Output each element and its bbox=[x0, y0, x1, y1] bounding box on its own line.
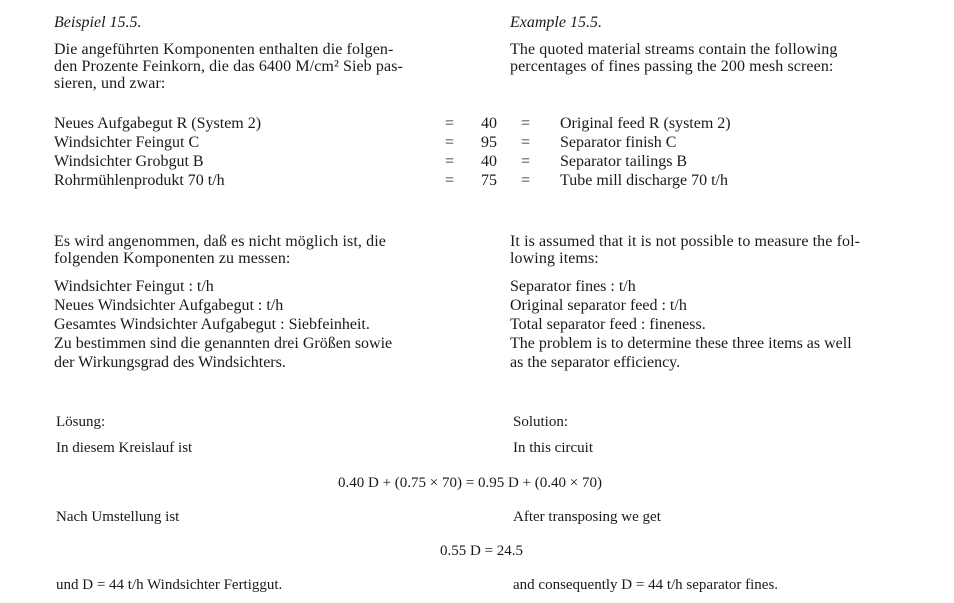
equals-sign: = bbox=[445, 115, 455, 132]
english-assume-line-2: lowing items: bbox=[510, 250, 599, 267]
german-assume-line-1: Es wird angenommen, daß es nicht möglich ist, die bbox=[54, 233, 386, 250]
german-intro-line-3: sieren, und zwar: bbox=[54, 75, 166, 92]
percent-value: 40 bbox=[481, 153, 497, 170]
equation-2: 0.55 D = 24.5 bbox=[440, 543, 524, 559]
german-solution-heading: Lösung: bbox=[56, 414, 106, 430]
equals-sign: = bbox=[445, 172, 455, 189]
german-title: Beispiel 15.5. bbox=[54, 14, 142, 31]
english-circuit-text: In this circuit bbox=[513, 440, 593, 456]
english-material-3: Separator tailings B bbox=[560, 153, 688, 170]
equals-sign: = bbox=[445, 134, 455, 151]
equals-sign: = bbox=[445, 153, 455, 170]
english-material-1: Original feed R (system 2) bbox=[560, 115, 731, 132]
german-intro-line-1: Die angeführten Komponenten enthalten die folgen- bbox=[54, 41, 394, 58]
english-material-2: Separator finish C bbox=[560, 134, 677, 151]
german-intro-line-2: den Prozente Feinkorn, die das 6400 M/cm² Sieb pas- bbox=[54, 58, 403, 75]
german-item-1: Windsichter Feingut : t/h bbox=[54, 278, 214, 295]
german-material-1: Neues Aufgabegut R (System 2) bbox=[54, 115, 262, 132]
english-item-2: Original separator feed : t/h bbox=[510, 297, 687, 314]
german-item-2: Neues Windsichter Aufgabegut : t/h bbox=[54, 297, 284, 314]
english-transpose-text: After transposing we get bbox=[513, 509, 661, 525]
german-item-3: Gesamtes Windsichter Aufgabegut : Siebfeinheit. bbox=[54, 316, 370, 333]
english-item-4: The problem is to determine these three items as well bbox=[510, 335, 852, 352]
german-material-2: Windsichter Feingut C bbox=[54, 134, 200, 151]
equals-sign: = bbox=[521, 172, 531, 189]
equation-1: 0.40 D + (0.75 × 70) = 0.95 D + (0.40 × 70) bbox=[338, 475, 602, 491]
english-title: Example 15.5. bbox=[510, 14, 602, 31]
english-assume-line-1: It is assumed that it is not possible to measure the fol- bbox=[510, 233, 861, 250]
german-item-4: Zu bestimmen sind die genannten drei Größen sowie bbox=[54, 335, 393, 352]
percent-value: 75 bbox=[481, 172, 497, 189]
english-solution-heading: Solution: bbox=[513, 414, 569, 430]
english-item-3: Total separator feed : fineness. bbox=[510, 316, 706, 333]
percent-value: 40 bbox=[481, 115, 497, 132]
english-material-4: Tube mill discharge 70 t/h bbox=[560, 172, 728, 189]
german-material-4: Rohrmühlenprodukt 70 t/h bbox=[54, 172, 225, 189]
english-result-text: and consequently D = 44 t/h separator fines. bbox=[513, 577, 779, 593]
english-intro-line-1: The quoted material streams contain the following bbox=[510, 41, 838, 58]
german-result-text: und D = 44 t/h Windsichter Fertiggut. bbox=[56, 577, 283, 593]
german-assume-line-2: folgenden Komponenten zu messen: bbox=[54, 250, 291, 267]
english-intro-line-2: percentages of fines passing the 200 mesh screen: bbox=[510, 58, 834, 75]
equals-sign: = bbox=[521, 115, 531, 132]
german-circuit-text: In diesem Kreislauf ist bbox=[56, 440, 193, 456]
english-item-1: Separator fines : t/h bbox=[510, 278, 636, 295]
german-transpose-text: Nach Umstellung ist bbox=[56, 509, 180, 525]
equals-sign: = bbox=[521, 153, 531, 170]
german-item-5: der Wirkungsgrad des Windsichters. bbox=[54, 354, 286, 371]
percent-value: 95 bbox=[481, 134, 497, 151]
german-material-3: Windsichter Grobgut B bbox=[54, 153, 204, 170]
equals-sign: = bbox=[521, 134, 531, 151]
english-item-5: as the separator efficiency. bbox=[510, 354, 681, 371]
